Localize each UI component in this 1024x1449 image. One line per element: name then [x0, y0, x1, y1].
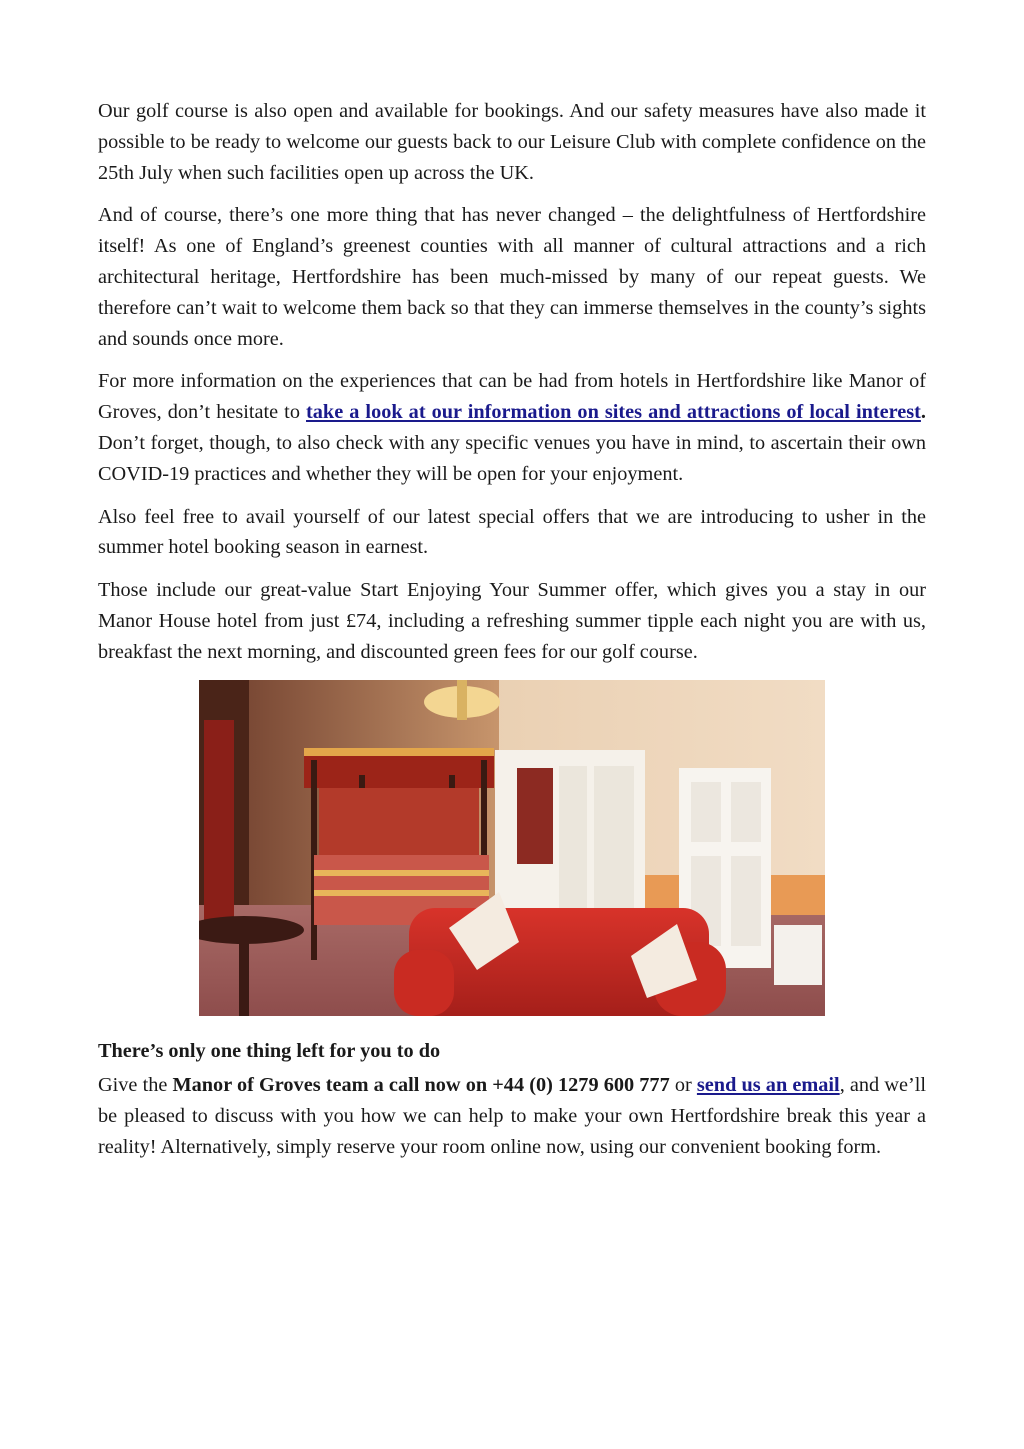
paragraph-hertfordshire: And of course, there’s one more thing that has never changed – the delightfulness of Hertfordshire itself! As one of England’s greenest counties with all manner of cultural attractions and a rich architectural heritage, Hertfordshire has been much-missed by many of our repeat guests. We therefore can’t wait to welcome them back so that they can immerse themselves in the county’s sights and sounds once more.: [98, 204, 926, 350]
info-text-before-link: For more information on the experiences that can be had from hotels in Hertfordshire like Manor of Groves, don’t hesitate to: [98, 370, 926, 424]
info-text-after-link: Don’t forget, though, to also check with any specific venues you have in mind, to ascertain their own COVID-19 practices and whether they will be open for your enjoyment.: [98, 431, 926, 485]
paragraph-summer-offer: Those include our great-value Start Enjoying Your Summer offer, which gives you a stay in our Manor House hotel from just £74, including a refreshing summer tipple each night you are with us, breakfast the next morning, and discounted green fees for our golf course.: [98, 579, 926, 663]
hotel-room-photo: [199, 680, 825, 1016]
paragraph-special-offers: Also feel free to avail yourself of our latest special offers that we are introducing to usher in the summer hotel booking season in earnest.: [98, 505, 926, 559]
section-heading: There’s only one thing left for you to do: [98, 1039, 441, 1062]
contact-or-text: or: [669, 1074, 697, 1097]
paragraph-golf-course: Our golf course is also open and available for bookings. And our safety measures have also made it possible to be ready to welcome our guests back to our Leisure Club with complete confidence on the 25th July when such facilities open up across the UK.: [98, 100, 926, 184]
document-page: [98, 96, 926, 1175]
paragraph-more-information: [98, 366, 926, 489]
local-interest-link[interactable]: take a look at our information on sites and attractions of local interest: [306, 401, 921, 424]
send-email-link[interactable]: send us an email: [696, 1074, 840, 1097]
period-after-link: .: [920, 401, 926, 424]
phone-call-text: Manor of Groves team a call now on +44 (0) 1279 600 777: [172, 1074, 670, 1097]
contact-rest-text: , and we’ll be pleased to discuss with you how we can help to make your own Hertfordshire break this year a reality! Alternatively, simply reserve your room online now, using our convenient booking form.: [98, 1074, 926, 1158]
contact-lead-text: Give the: [98, 1074, 173, 1097]
paragraph-contact: [98, 1070, 926, 1162]
